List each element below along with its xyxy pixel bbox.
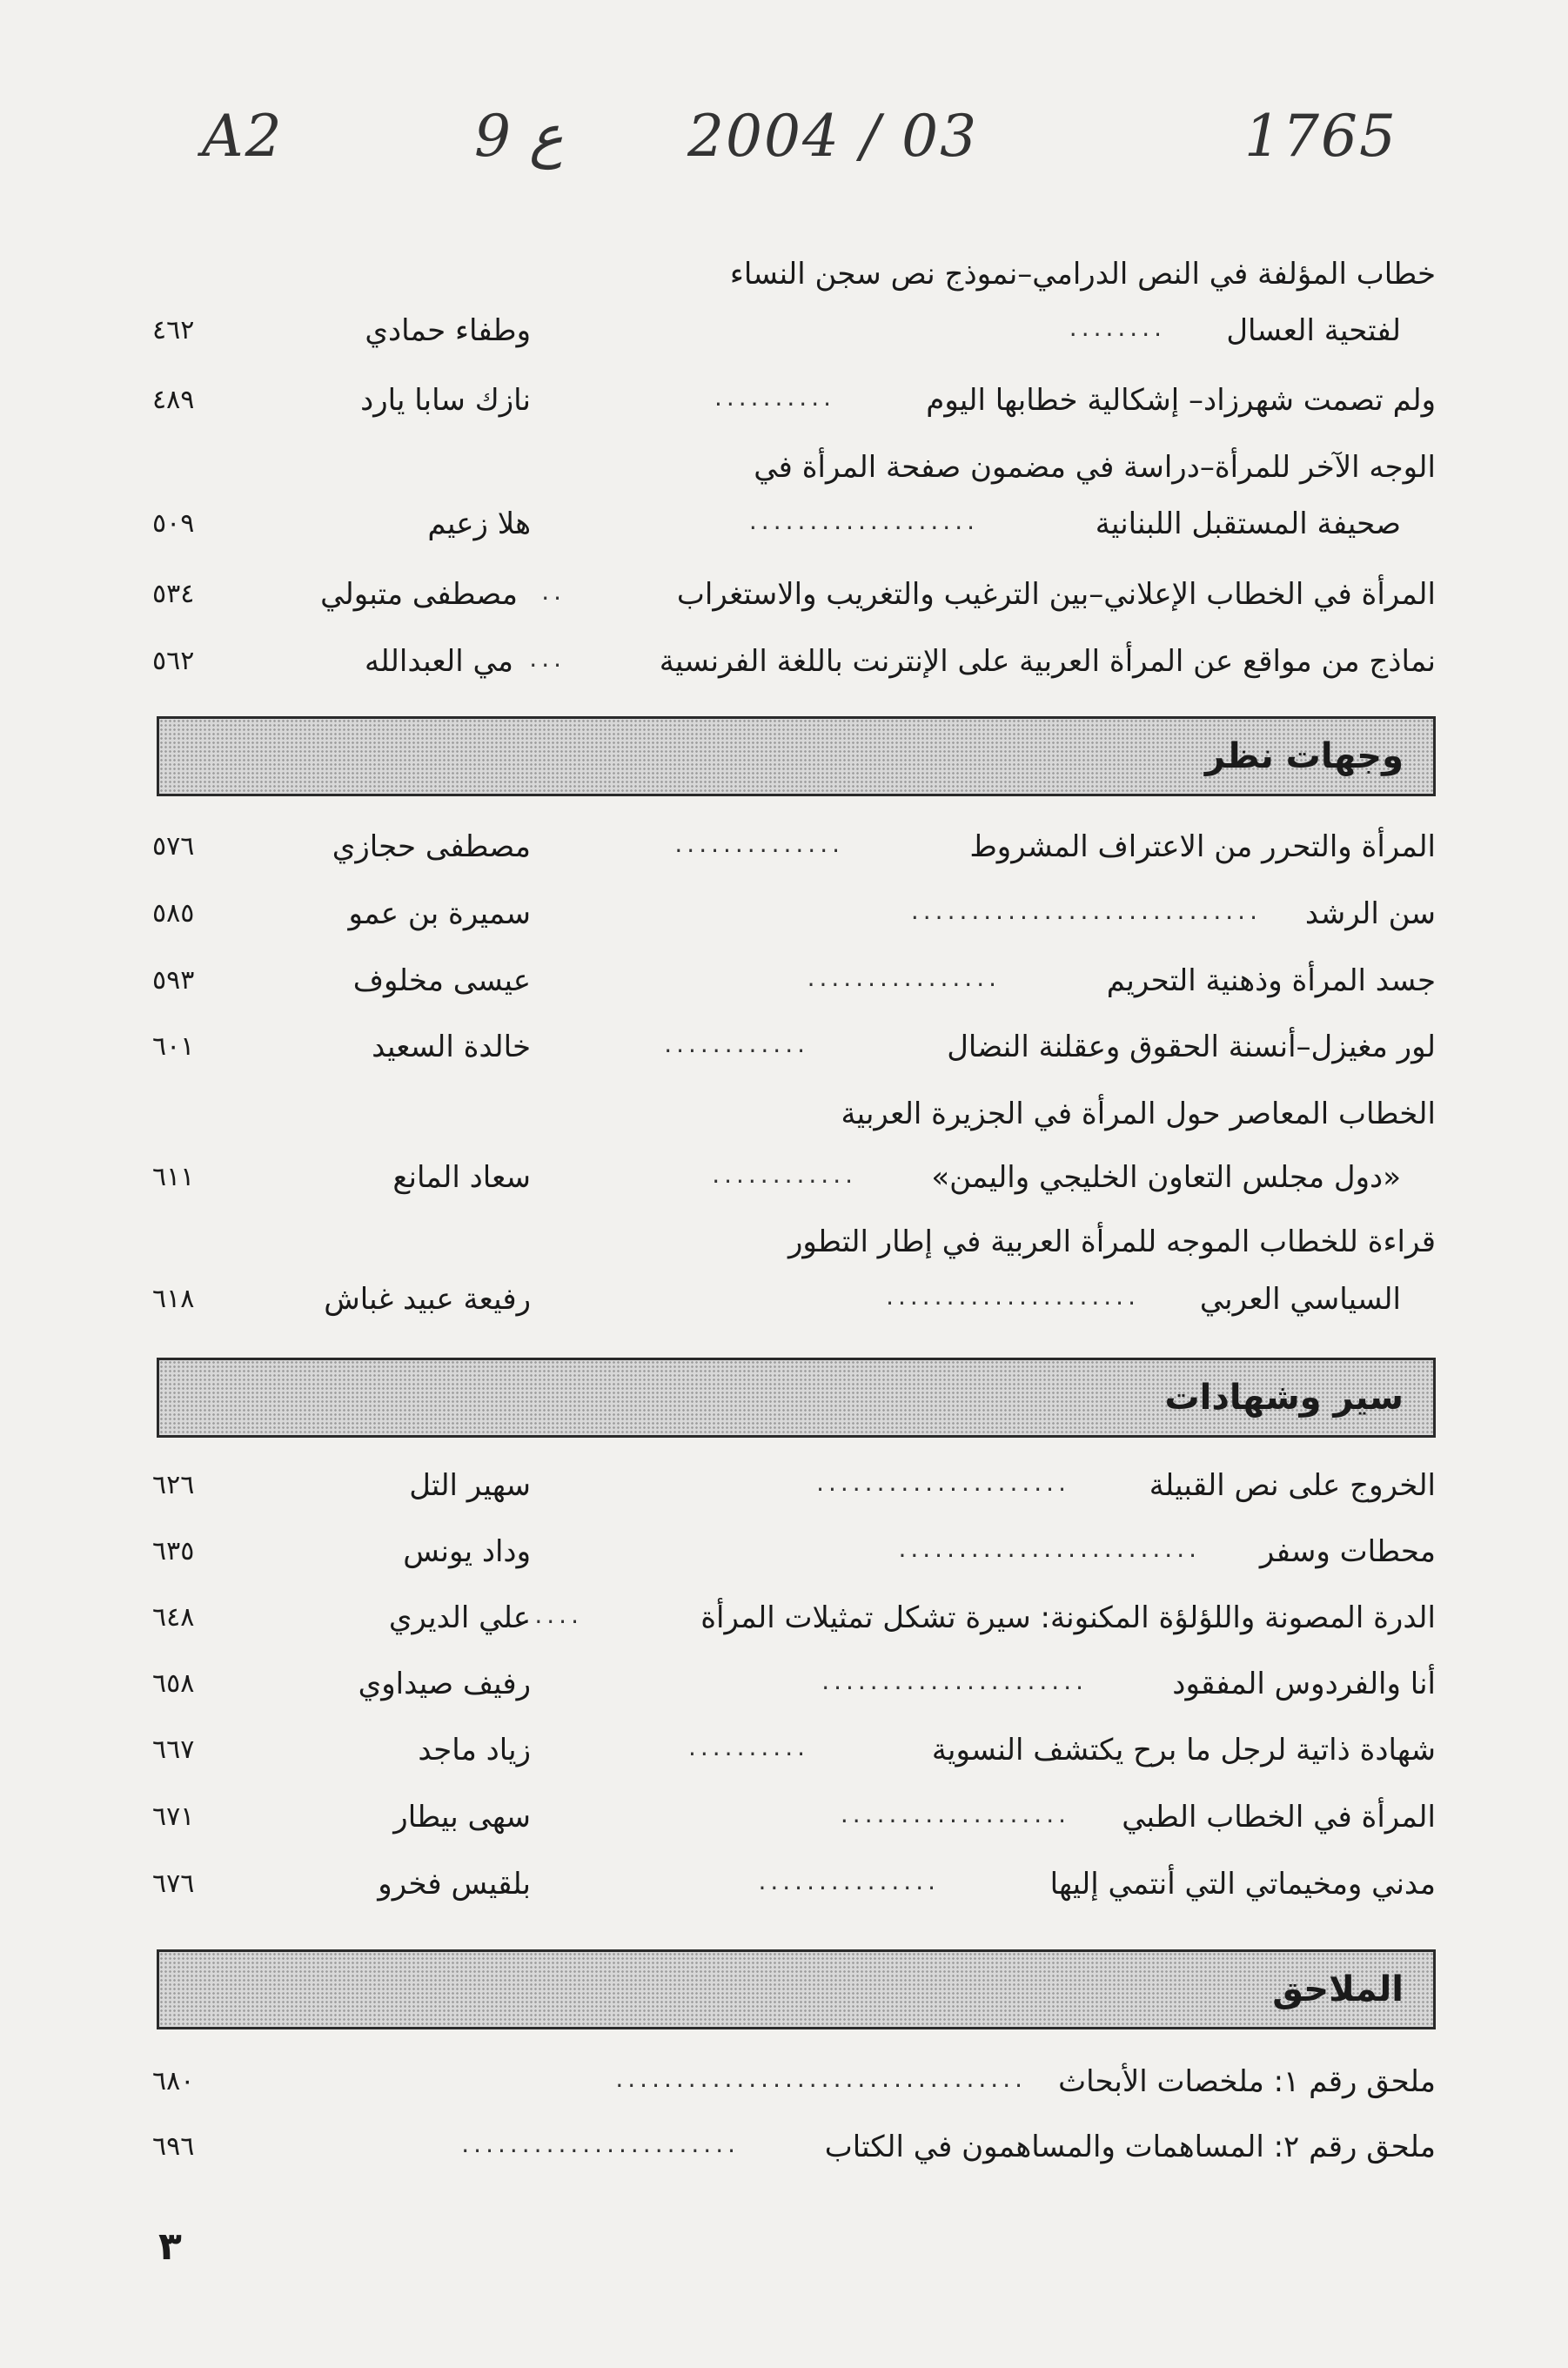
section-header-viewpoints xyxy=(157,716,1436,796)
entry-page-number: ٥٨٥ xyxy=(152,898,195,929)
entry-author: زياد ماجد xyxy=(418,1733,531,1768)
entry-page-number: ٦١١ xyxy=(152,1162,195,1192)
entry-page-number: ٦٢٦ xyxy=(152,1470,195,1500)
toc-entry xyxy=(152,1211,1436,1272)
entry-title: ولم تصمت شهرزاد– إشكالية خطابها اليوم xyxy=(926,383,1436,418)
entry-author: علي الديري xyxy=(388,1600,531,1635)
entry-title: ملحق رقم ١: ملخصات الأبحاث xyxy=(1058,2064,1436,2099)
leader-dots: ....................... xyxy=(461,2130,740,2158)
leader-dots: ............ xyxy=(712,1160,857,1189)
entry-title: جسد المرأة وذهنية التحريم xyxy=(1106,963,1436,998)
entry-title: محطات وسفر xyxy=(1259,1534,1436,1569)
leader-dots: ................... xyxy=(840,1800,1070,1828)
entry-page-number: ٦١٨ xyxy=(152,1284,195,1314)
entry-title: الوجه الآخر للمرأة–دراسة في مضمون صفحة المرأة في xyxy=(754,450,1436,485)
leader-dots: .. xyxy=(541,577,566,606)
entry-title: الخروج على نص القبيلة xyxy=(1149,1468,1436,1503)
leader-dots: ............... xyxy=(758,1867,940,1895)
section-header-testimonies xyxy=(157,1358,1436,1438)
handwritten-number: 1765 xyxy=(1244,103,1397,170)
toc-entry xyxy=(152,1521,1436,1582)
entry-title: لور مغيزل–أنسنة الحقوق وعقلنة النضال xyxy=(947,1030,1436,1064)
section-title: سير وشهادات xyxy=(1164,1378,1404,1418)
entry-page-number: ٦٠١ xyxy=(152,1031,195,1062)
handwritten-code: 9 ع xyxy=(474,103,564,170)
toc-entry xyxy=(152,1455,1436,1516)
toc-entry xyxy=(152,1269,1436,1330)
leader-dots: ...................... xyxy=(821,1667,1088,1695)
entry-author: مصطفى حجازي xyxy=(332,829,531,864)
leader-dots: ... xyxy=(529,644,566,673)
entry-title: الخطاب المعاصر حول المرأة في الجزيرة العربية xyxy=(841,1097,1436,1131)
leader-dots: .............. xyxy=(674,829,844,858)
section-title: الملاحق xyxy=(1272,1969,1404,2009)
toc-entry xyxy=(152,300,1436,361)
entry-author: عيسى مخلوف xyxy=(352,963,531,998)
leader-dots: ............ xyxy=(664,1030,809,1058)
leader-dots: ..................... xyxy=(816,1468,1070,1497)
section-title: وجهات نظر xyxy=(1204,736,1404,776)
leader-dots: .................................. xyxy=(615,2064,1027,2093)
section-header-appendices xyxy=(157,1949,1436,2029)
entry-author: وداد يونس xyxy=(403,1534,531,1569)
entry-author: رفيف صيداوي xyxy=(358,1667,531,1701)
toc-entry xyxy=(152,244,1436,305)
toc-entry xyxy=(152,564,1436,625)
entry-author: وطفاء حمادي xyxy=(365,313,531,348)
entry-author: مي العبدالله xyxy=(365,644,513,679)
toc-entry xyxy=(152,950,1436,1011)
entry-page-number: ٦٥٨ xyxy=(152,1668,195,1699)
entry-author: رفيعة عبيد غباش xyxy=(324,1282,531,1317)
entry-page-number: ٦٧١ xyxy=(152,1801,195,1832)
entry-author: بلقيس فخرو xyxy=(378,1867,531,1902)
entry-title: صحيفة المستقبل اللبنانية xyxy=(1095,506,1401,541)
entry-author: سهير التل xyxy=(409,1468,531,1503)
toc-entry xyxy=(152,2051,1436,2112)
entry-page-number: ٥٣٤ xyxy=(152,579,195,609)
entry-page-number: ٦٦٧ xyxy=(152,1734,195,1765)
leader-dots: ............................. xyxy=(910,896,1262,925)
toc-entry xyxy=(152,437,1436,498)
entry-title: المرأة في الخطاب الطبي xyxy=(1122,1800,1436,1835)
entry-page-number: ٦٨٠ xyxy=(152,2066,195,2096)
toc-entry xyxy=(152,1016,1436,1077)
leader-dots: ................... xyxy=(748,506,979,535)
entry-author: نازك سابا يارد xyxy=(360,383,531,418)
page-folio: ٣ xyxy=(158,2224,182,2269)
entry-title: السياسي العربي xyxy=(1199,1282,1401,1317)
entry-title: أنا والفردوس المفقود xyxy=(1172,1667,1436,1701)
entry-page-number: ٥٧٦ xyxy=(152,831,195,862)
toc-entry xyxy=(152,1720,1436,1781)
leader-dots: ..................... xyxy=(886,1282,1140,1311)
leader-dots: .......... xyxy=(687,1733,809,1761)
entry-title: خطاب المؤلفة في النص الدرامي–نموذج نص سجن النساء xyxy=(729,257,1436,292)
toc-entry xyxy=(152,2116,1436,2177)
leader-dots: .......... xyxy=(714,383,835,412)
entry-title: المرأة في الخطاب الإعلاني–بين الترغيب والتغريب والاستغراب xyxy=(676,577,1436,612)
toc-entry xyxy=(152,631,1436,692)
entry-title: ملحق رقم ٢: المساهمات والمساهمون في الكتاب xyxy=(824,2130,1436,2164)
handwritten-date: 2004 / 03 xyxy=(687,103,979,170)
entry-author: سميرة بن عمو xyxy=(348,896,531,931)
entry-title: نماذج من مواقع عن المرأة العربية على الإنترنت باللغة الفرنسية xyxy=(659,644,1436,679)
toc-entry xyxy=(152,493,1436,554)
entry-title: المرأة والتحرر من الاعتراف المشروط xyxy=(969,829,1436,864)
entry-title: قراءة للخطاب الموجه للمرأة العربية في إطار التطور xyxy=(787,1224,1436,1259)
entry-title: «دول مجلس التعاون الخليجي واليمن» xyxy=(931,1160,1401,1195)
handwritten-ref: A2 xyxy=(202,103,284,170)
entry-title: لفتحية العسال xyxy=(1226,313,1401,348)
entry-author: سهى بيطار xyxy=(393,1800,531,1835)
toc-entry xyxy=(152,1787,1436,1848)
entry-page-number: ٦٣٥ xyxy=(152,1536,195,1566)
leader-dots: ........ xyxy=(1069,313,1166,342)
entry-title: شهادة ذاتية لرجل ما برح يكتشف النسوية xyxy=(931,1733,1436,1768)
leader-dots: ......................... xyxy=(898,1534,1201,1563)
entry-page-number: ٦٧٦ xyxy=(152,1868,195,1899)
toc-entry xyxy=(152,1854,1436,1915)
entry-author: مصطفى متبولي xyxy=(320,577,518,612)
leader-dots: ................ xyxy=(807,963,1001,992)
toc-entry xyxy=(152,1147,1436,1208)
toc-entry xyxy=(152,1587,1436,1648)
entry-title: الدرة المصونة واللؤلؤة المكنونة: سيرة تشكل تمثيلات المرأة xyxy=(700,1600,1436,1635)
toc-entry xyxy=(152,816,1436,877)
toc-entry xyxy=(152,370,1436,431)
entry-author: سعاد المانع xyxy=(392,1160,531,1195)
leader-dots: ..... xyxy=(522,1600,583,1629)
entry-page-number: ٥٦٢ xyxy=(152,646,195,676)
entry-page-number: ٤٦٢ xyxy=(152,315,195,345)
entry-title: سن الرشد xyxy=(1304,896,1436,931)
entry-author: خالدة السعيد xyxy=(372,1030,531,1064)
entry-page-number: ٤٨٩ xyxy=(152,385,195,415)
entry-title: مدني ومخيماتي التي أنتمي إليها xyxy=(1049,1867,1436,1902)
entry-page-number: ٥٩٣ xyxy=(152,965,195,996)
entry-page-number: ٦٤٨ xyxy=(152,1602,195,1633)
entry-page-number: ٥٠٩ xyxy=(152,508,195,539)
entry-page-number: ٦٩٦ xyxy=(152,2131,195,2162)
toc-entry xyxy=(152,1654,1436,1714)
toc-entry xyxy=(152,883,1436,944)
toc-entry xyxy=(152,1083,1436,1144)
entry-author: هلا زعيم xyxy=(427,506,531,541)
